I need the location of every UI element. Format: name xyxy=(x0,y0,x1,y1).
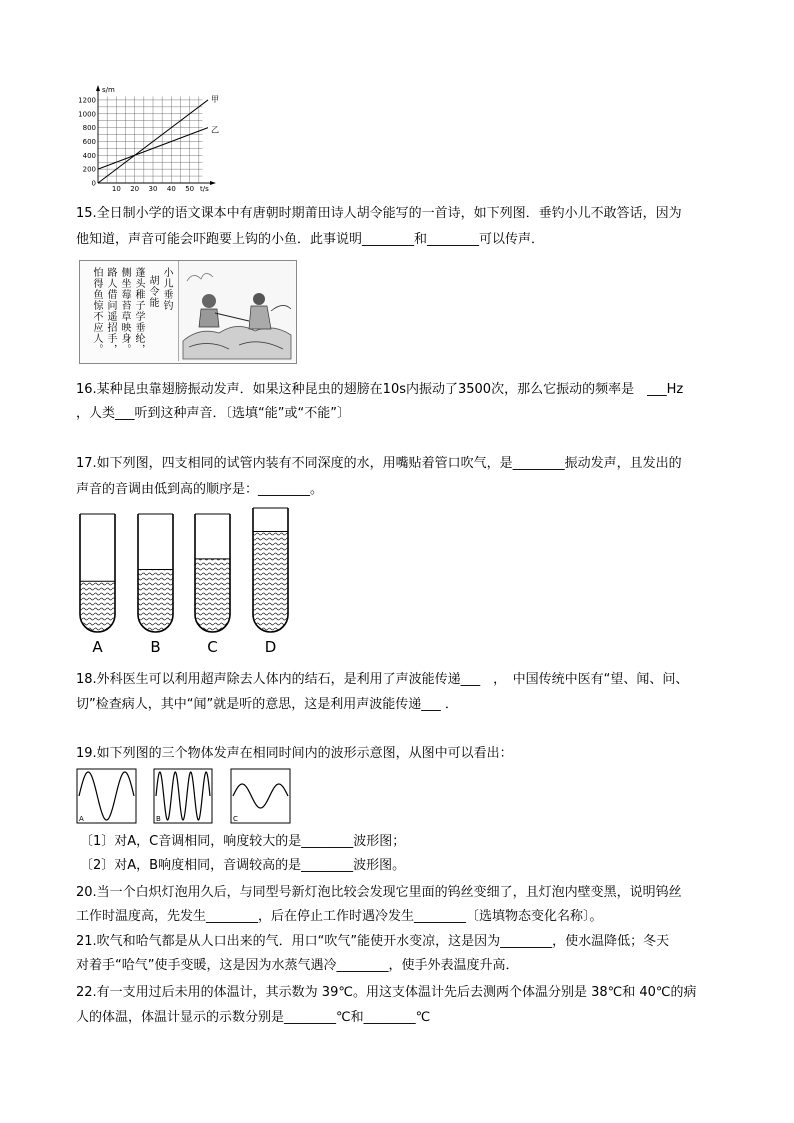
waveform-b-label: B xyxy=(156,815,161,823)
q20-line-2: 工作时温度高，先发生________，后在停止工作时遇冷发生________〔选填物态变化名称〕。 xyxy=(76,909,603,924)
series-label-1: 甲 xyxy=(211,94,219,104)
q19-sub-1: 〔1〕对A，C音调相同，响度较大的是________波形图； xyxy=(80,834,406,849)
y-tick-label: 600 xyxy=(82,137,96,146)
poem-column: 路人借问遥招手， xyxy=(105,267,116,355)
tube-label-C: C xyxy=(207,638,218,656)
waveform-c-label: C xyxy=(233,815,238,823)
waveform-a xyxy=(77,769,136,823)
poem-column: 胡令能 xyxy=(147,275,158,308)
y-axis-label: s/m xyxy=(102,86,115,94)
q16-line-1: 16.某种昆虫靠翅膀振动发声．如果这种昆虫的翅膀在10s内振动了3500次，那么它振动的频率是 ___Hz xyxy=(76,382,684,397)
x-tick-label: 40 xyxy=(166,185,176,193)
y-tick-label: 800 xyxy=(82,124,96,133)
q21-line-1: 21.吹气和哈气都是从人口出来的气．用口“吹气”能使开水变凉，这是因为________，使水温降低；冬天 xyxy=(76,934,670,949)
q18-line-2: 切”检查病人，其中“闻”就是听的意思，这是利用声波能传递___ ． xyxy=(76,697,458,712)
x-tick-label: 30 xyxy=(148,185,158,193)
waveform-b xyxy=(154,769,212,823)
y-tick-label: 200 xyxy=(82,165,96,174)
q18-line-1: 18.外科医生可以利用超声除去人体内的结石，是利用了声波能传递___ ， 中国传统中医有“望、闻、问、 xyxy=(76,672,689,687)
tube-label-A: A xyxy=(92,638,103,656)
y-tick-label: 1200 xyxy=(78,96,96,105)
test-tubes-figure xyxy=(70,506,310,656)
graph-grid xyxy=(98,96,203,183)
q17-line-1: 17.如下列图，四支相同的试管内装有不同深度的水，用嘴贴着管口吹气，是________振动发声，且发出的 xyxy=(76,456,682,471)
y-tick-label: 400 xyxy=(82,151,96,160)
q16-line-2: ，人类___听到这种声音．〔选填“能”或“不能”〕 xyxy=(76,406,350,421)
q20-line-1: 20.当一个白炽灯泡用久后，与同型号新灯泡比较会发现它里面的钨丝变细了，且灯泡内壁变黑，说明钨丝 xyxy=(76,885,682,900)
q22-line-2: 人的体温，体温计显示的示数分别是________℃和________℃ xyxy=(76,1010,431,1025)
y-tick-label: 1000 xyxy=(78,110,96,119)
poem-text-panel xyxy=(80,261,179,361)
poem-column: 怕得鱼惊不应人。 xyxy=(91,267,102,355)
q22-line-1: 22.有一支用过后未用的体温计，其示数为 39℃。用这支体温计先后去测两个体温分别是 38℃和 40℃的病 xyxy=(76,985,697,1000)
poem-illustration xyxy=(79,260,297,364)
waveform-c xyxy=(231,769,290,823)
tube-label-D: D xyxy=(264,638,277,656)
poem-column: 小儿垂钓 xyxy=(161,267,172,311)
waveform-a-label: A xyxy=(79,815,84,823)
y-axis-arrow xyxy=(96,85,100,91)
x-axis-label: t/s xyxy=(200,185,209,193)
tube-water-C xyxy=(195,559,230,632)
poem-column: 蓬头稚子学垂纶， xyxy=(133,267,144,355)
tube-label-B: B xyxy=(150,638,161,656)
poem-column: 侧坐莓苔草映身。 xyxy=(119,267,130,355)
tube-water-D xyxy=(253,532,288,632)
tube-water-B xyxy=(138,569,173,632)
q17-line-2: 声音的音调由低到高的顺序是：________。 xyxy=(76,482,324,497)
waveform-figure xyxy=(76,768,296,828)
x-tick-label: 20 xyxy=(130,185,140,193)
fishing-child-illustration xyxy=(179,261,295,361)
q15-line-2: 他知道，声音可能会吓跑要上钩的小鱼．此事说明________和________可以传声． xyxy=(76,232,545,247)
distance-time-graph xyxy=(78,83,218,193)
q19-sub-2: 〔2〕对A，B响度相同，音调较高的是________波形图。 xyxy=(80,858,406,873)
x-tick-label: 10 xyxy=(111,185,121,193)
tube-water-A xyxy=(80,581,115,632)
x-tick-label: 50 xyxy=(185,185,195,193)
q15-line-1: 15.全日制小学的语文课本中有唐朝时期莆田诗人胡令能写的一首诗，如下列图．垂钓小儿不敢答话，因为 xyxy=(76,206,682,221)
q19-line-1: 19.如下列图的三个物体发声在相同时间内的波形示意图，从图中可以看出： xyxy=(76,746,513,761)
q21-line-2: 对着手“哈气”使手变暖，这是因为水蒸气遇冷________，使手外表温度升高． xyxy=(76,958,519,973)
series-label-2: 乙 xyxy=(211,125,219,135)
y-tick-label: 0 xyxy=(91,179,96,188)
poem-columns xyxy=(91,267,172,355)
x-axis-arrow xyxy=(210,181,216,185)
